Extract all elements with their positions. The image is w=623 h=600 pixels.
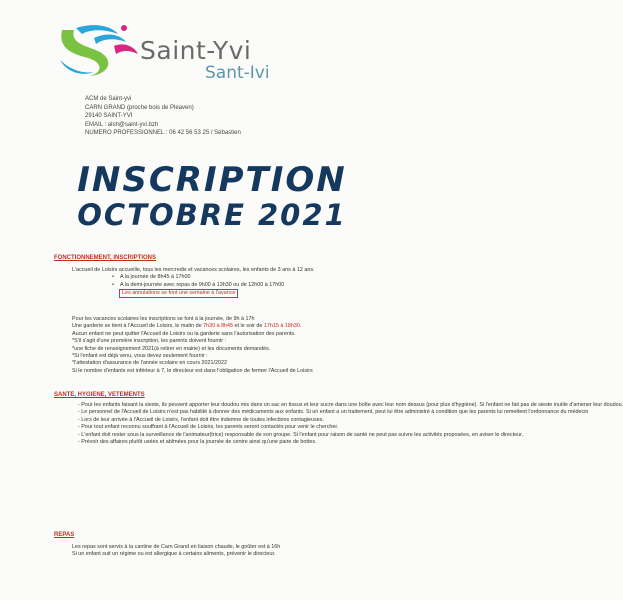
sante-paragraph: - Pour tout enfant reconnu souffrant à l'Accueil de Loisirs, les parents seront contactés pour venir le chercher. — [78, 424, 339, 431]
bullet-journee: • A la journée de 8h45 à 17h00 — [72, 274, 315, 281]
address-line: CARN GRAND (proche bois de Pleaven) — [85, 104, 194, 111]
sante-paragraph: - Pour les enfants faisant la sieste, ils peuvent apporter leur doudou mis dans un sac en tissus et leur sucre dans une boîte avec leur nom dessus (pour plus d'hygiène). Si l'enfant ne fait pas de sieste inutile d'amener leur doudou. — [78, 402, 623, 408]
heading-line-2: OCTOBRE 2021 — [77, 198, 347, 232]
section-sante-body — [78, 402, 623, 446]
detail-line: *une fiche de renseignement 2021(à retirer en mairie) et les documents demandés. — [72, 345, 271, 352]
sante-paragraph: - L'enfant doit rester sous la surveillance de l'animateur(trice) responsable de son groupe. Si l'enfant pour raison de santé ne peut pas suivre les activités proposées, en aviser le directeur. — [78, 431, 524, 438]
address-block — [85, 95, 241, 138]
section-fonctionnement-details — [72, 316, 313, 375]
address-line: 29140 SAINT-YVI — [85, 113, 133, 120]
section-fonctionnement-body — [72, 267, 315, 298]
section-title-repas: REPAS — [54, 532, 75, 538]
logo-title: Saint-Yvi — [140, 36, 252, 65]
detail-line: *Si l'enfant est déjà venu, vous devez seulement fournir : — [72, 353, 208, 360]
heading-line-1: INSCRIPTION — [77, 160, 347, 200]
garderie-line: Une garderie se tient à l'Accueil de Loisirs, le matin de 7h30 à 8h45 et le soir de 17h15 à 18h30. — [72, 323, 302, 330]
repas-line: Si un enfant suit un régime ou est allergique à certains aliments, prévenir le directeur. — [72, 551, 276, 558]
intro-text: L'accueil de Loisirs accueille, tous les mercredis et vacances scolaires, les enfants de 3 ans à 12 ans. — [72, 267, 315, 273]
detail-line: Aucun enfant ne peut quitter l'Accueil de Loisirs ou la garderie sans l'autorisation des parents. — [72, 330, 296, 337]
detail-line: Si le nombre d'enfants est inférieur à 7, le directeur est dans l'obligation de fermer l'Accueil de Loisirs — [72, 367, 313, 374]
detail-line: Pour les vacances scolaires les inscriptions se font à la journée, de 9h à 17h — [72, 316, 255, 322]
detail-line: *S'il s'agit d'une première inscription, les parents doivent fournir : — [72, 338, 227, 345]
sante-paragraph: - Le personnel de l'Accueil de Loisirs n'est pas habilité à donner des médicaments aux enfants. Si un enfant a un traitement, peut lui être administré à condition que les parents lui remettent l'ordonnance du médecin — [78, 409, 589, 416]
detail-line: *l'attestation d'assurance de l'année scolaire en cours 2021/2022 — [72, 360, 228, 367]
garderie-evening-hours: 17h15 à 18h30 — [263, 323, 300, 330]
repas-line: Les repas sont servis à la cantine de Carn Grand en liaison chaude, le goûter est à 16h — [72, 544, 281, 550]
address-line: ACM de Saint-yvi — [85, 96, 132, 102]
annulation-note: Les annulations se font une semaine à l'avance — [119, 289, 238, 298]
logo-subtitle: Sant-Ivi — [205, 63, 270, 83]
section-title-fonctionnement: FONCTIONNEMENT, INSCRIPTIONS — [54, 255, 157, 261]
section-title-sante: SANTE, HYGIENE, VETEMENTS — [54, 392, 145, 398]
saint-yvi-logo-icon — [54, 20, 140, 78]
sante-paragraph: - Lors de leur arrivée à l'Accueil de Loisirs, l'enfant doit être indemne de toutes infections contagieuses. — [78, 416, 324, 423]
section-repas-body — [72, 544, 280, 559]
garderie-morning-hours: 7h30 à 8h45 — [203, 323, 234, 330]
address-line: EMAIL : alsh@saint-yvi.bzh — [85, 121, 159, 128]
address-line: NUMERO PROFESSIONNEL : 06 42 56 53 25 / Sébastien — [85, 130, 241, 137]
bullet-demi-journee: • A la demi-journée avec repas de 9h00 à 13h30 ou de 12h00 à 17h00 — [72, 282, 315, 289]
sante-paragraph: - Prévoir des affaires plutôt usées et abîmées pour la journée de centre ainsi qu'une paire de bottes. — [78, 439, 317, 446]
